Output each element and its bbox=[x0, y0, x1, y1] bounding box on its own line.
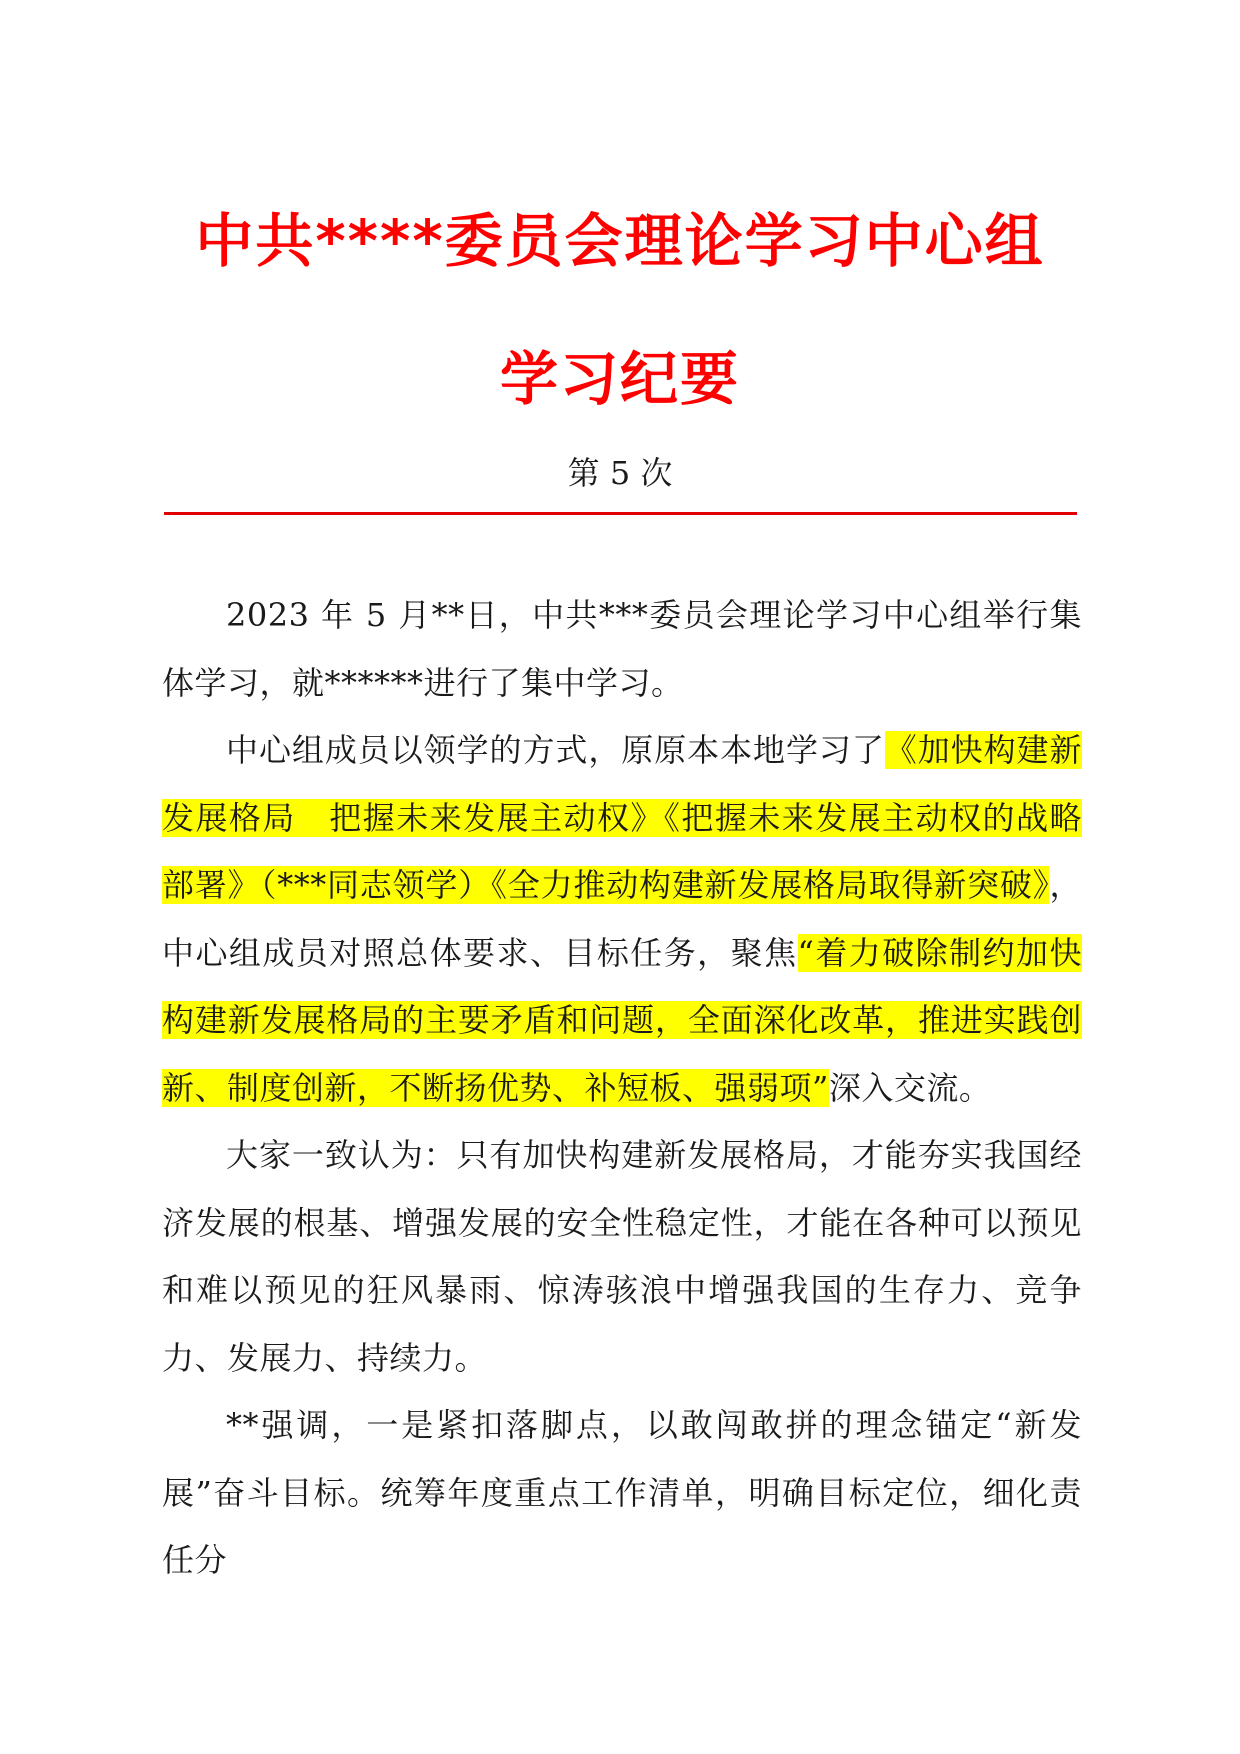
paragraph-2-text-b: ，中心组成员对照总体要求、目标任务，聚焦 bbox=[162, 866, 1082, 972]
paragraph-2-text-a: 中心组成员以领学的方式，原原本本地学习了 bbox=[226, 731, 885, 769]
paragraph-4: **强调，一是紧扣落脚点，以敢闯敢拼的理念锚定“新发展”奋斗目标。统筹年度重点工作清单，明确目标定位，细化责任分 bbox=[162, 1406, 1082, 1579]
document-title-line-1: 中共****委员会理论学习中心组 bbox=[195, 207, 1045, 275]
highlighted-study-materials: 《加快构建新发展格局 把握未来发展主动权》《把握未来发展主动权的战略部署》（***同志领学）《全力推动构建新发展格局取得新突破》 bbox=[162, 731, 1082, 904]
document-title-line-2: 学习纪要 bbox=[499, 345, 740, 413]
paragraph-2-text-c: 深入交流。 bbox=[828, 1068, 992, 1107]
paragraph-1: 2023 年 5 月**日，中共***委员会理论学习中心组举行集体学习，就******进行了集中学习。 bbox=[162, 596, 1082, 702]
highlighted-focus-quote: “着力破除制约加快构建新发展格局的主要矛盾和问题，全面深化改革，推进实践创新、制度创新，不断扬优势、补短板、强弱项” bbox=[162, 933, 1082, 1107]
document-body bbox=[162, 582, 1082, 1595]
paragraph-3: 大家一致认为：只有加快构建新发展格局，才能夯实我国经济发展的根基、增强发展的安全性稳定性，才能在各种可以预见和难以预见的狂风暴雨、惊涛骇浪中增强我国的生存力、竞争力、发展力、持续力。 bbox=[162, 1136, 1082, 1377]
paragraph-2 bbox=[162, 717, 1082, 1122]
issue-number: 第 5 次 bbox=[567, 454, 673, 492]
red-divider-line bbox=[164, 512, 1077, 515]
